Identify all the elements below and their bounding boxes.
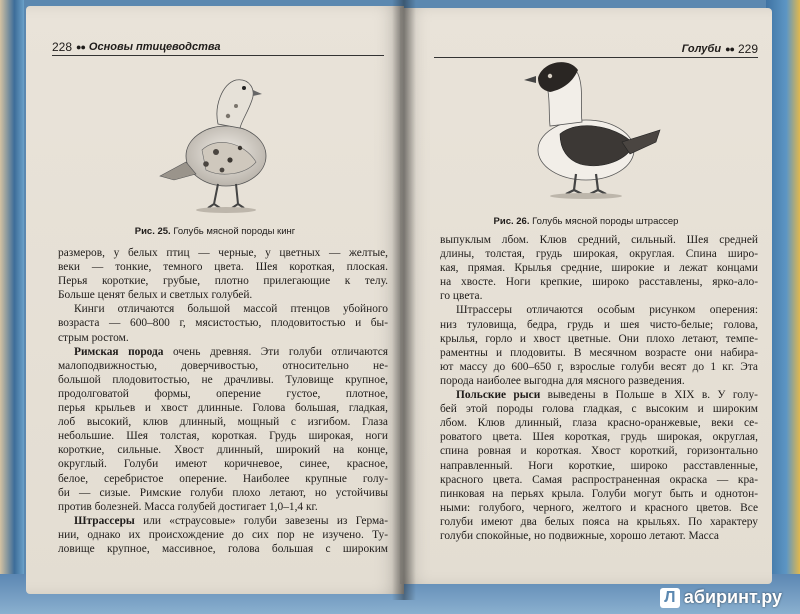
labirint-watermark (660, 587, 782, 608)
line-text: Перья короткие, грубые, плотно прилегающие к телу. (58, 275, 388, 288)
line-text: голуби имеют два белых пояса на крыльях. По характеру (440, 515, 758, 528)
text-line (58, 387, 388, 401)
figure-caption-text: Голубь мясной породы кинг (173, 226, 296, 237)
text-line (58, 401, 388, 415)
line-text: кая, прямая. Крылья средние, широкие и лежат концами (440, 262, 758, 275)
header-dots: ●● (76, 42, 85, 52)
figure-label: Рис. 26. (493, 216, 530, 227)
line-text: выпуклым лбом. Клюв средний, сильный. Шея средней (440, 234, 758, 246)
text-line (440, 459, 758, 473)
text-line (440, 332, 758, 346)
text-line (58, 274, 388, 288)
text-line (440, 289, 758, 303)
line-text: перья крыльев и хвост длинные. Голова большая, гладкая, (58, 402, 388, 415)
line-text: возраста — 600–800 г, мясистостью, плодовитостью и бы- (58, 317, 388, 330)
text-line (58, 246, 388, 260)
line-text: лоб высокий, клюв длинный, мощный с изгибом. Глаза (58, 416, 388, 429)
line-text: Больше ценят белых и светлых голубей. (58, 289, 253, 302)
watermark-badge: Л (660, 588, 680, 608)
line-text: спина ровная и короткая. Хвост короткий, горизонтально (440, 445, 758, 458)
line-text: ют массу до 600–650 г, взрослые голуби весят до 1 кг. Эта (440, 360, 758, 373)
right-body-text (440, 233, 758, 543)
line-text: бей этой породы голова гладкая, с высоким и широким (440, 403, 758, 416)
right-page-header (434, 42, 758, 56)
text-line (58, 373, 388, 387)
running-title: Голуби (681, 43, 722, 55)
text-line (440, 402, 758, 416)
line-text: очень древняя. Эти голуби отличаются (163, 345, 388, 358)
line-text: Кинги отличаются большой массой птенцов убойного (74, 303, 388, 316)
text-line (58, 331, 388, 345)
line-text: направленный. Ноги короткие, широко расставленные, (440, 459, 758, 472)
page-number: 228 (52, 40, 73, 54)
line-text: на хвосте. Ноги крепкие, широко расставлены, ярко-ало- (440, 276, 758, 289)
line-text: или «страусовые» голуби завезены из Герма- (134, 514, 388, 527)
breed-name: Штрассеры (74, 514, 135, 527)
text-line (58, 486, 388, 500)
line-text: раментны и плодовиты. В месячном возрасте они набира- (440, 346, 758, 359)
line-text: го цвета. (440, 290, 483, 303)
line-text: стрым ростом. (58, 331, 129, 344)
line-text: красного цвета. Самая распространенная окраска — кра- (440, 473, 758, 486)
text-line (58, 260, 388, 274)
text-line (440, 444, 758, 458)
figure-caption-text: Голубь мясной породы штрассер (532, 216, 679, 227)
figure-label: Рис. 25. (134, 226, 171, 237)
text-line (58, 345, 388, 359)
line-text: голуби спокойные, но подвижные, хорошо летают. Масса (440, 529, 719, 542)
line-text: длины, толстая, грудь широкая, округлая. Спина широ- (440, 248, 758, 261)
text-line (440, 346, 758, 360)
header-dots: ●● (725, 44, 734, 54)
right-page (400, 8, 772, 584)
text-line (58, 415, 388, 429)
breed-name: Римская порода (74, 345, 164, 358)
text-line (58, 288, 388, 302)
line-text: роватого цвета. Шея короткая, грудь широкая, округлая, (440, 431, 758, 444)
text-line (440, 416, 758, 430)
book-cover-left-edge (0, 0, 24, 614)
text-line (440, 501, 758, 515)
text-line (440, 515, 758, 529)
breed-name: Польские рыси (456, 389, 541, 402)
line-text: ловище крупное, массивное, голова большая с широким (58, 542, 388, 555)
text-line (440, 374, 758, 388)
text-line (58, 514, 388, 528)
text-line (58, 429, 388, 443)
running-title: Основы птицеводства (88, 41, 221, 53)
line-text: продолговатой формы, оперение густое, плотное, (58, 387, 388, 400)
text-line (440, 261, 758, 275)
header-rule (52, 55, 384, 56)
line-text: выведены в Польше в XIX в. У голу- (540, 389, 758, 402)
line-text: против болезней. Масса голубей достигает 1,0–1,4 кг. (58, 500, 318, 513)
text-line (440, 233, 758, 247)
text-line (440, 303, 758, 317)
page-number: 229 (737, 42, 758, 56)
line-text: короткие, сильные. Хвост длинный, широкий на конце, (58, 444, 388, 457)
text-line (440, 487, 758, 501)
text-line (440, 318, 758, 332)
text-line (58, 528, 388, 542)
figure-caption (400, 216, 772, 227)
text-line (58, 457, 388, 471)
text-line (58, 542, 388, 556)
line-text: крылья, горло и хвост цветные. Они плохо летают, темпе- (440, 332, 758, 345)
line-text: ными: голубого, черного, желтого и красного цветов. Все (440, 501, 758, 514)
text-line (58, 500, 388, 514)
watermark-text: абиринт.ру (683, 587, 782, 607)
line-text: порода наиболее выгодна для мясного разведения. (440, 374, 685, 387)
text-line (440, 360, 758, 374)
line-text: малоподвижностью, доверчивостью, относительно не- (58, 359, 388, 372)
king-pigeon-illustration (156, 66, 286, 218)
line-text: Штрассеры отличаются особым рисунком оперения: (456, 304, 758, 317)
left-page-header (52, 40, 384, 54)
line-text: небольшие. Шея толстая, короткая. Грудь широкая, ноги (58, 430, 388, 443)
text-line (58, 359, 388, 373)
line-text: размеров, у белых птиц — черные, у цветных — желтые, (58, 247, 388, 259)
line-text: округлый. Голуби имеют коричневое, синее, красное, (58, 458, 388, 471)
line-text: большой плодовитостью, не драчливы. Туловище крупное, (58, 373, 388, 386)
text-line (440, 529, 758, 543)
line-text: белое, серебристое оперение. Наиболее крупные голу- (58, 472, 388, 485)
line-text: лбом. Клюв длинный, глаза красно-оранжевые, веки се- (440, 417, 758, 430)
left-body-text (58, 246, 388, 556)
text-line (440, 247, 758, 261)
line-text: би — сизые. Римские голуби плохо летают, но устойчивы (58, 486, 388, 499)
figure-caption (26, 226, 404, 237)
text-line (440, 275, 758, 289)
line-text: низ туловища, бедра, грудь и шея чисто-белые; голова, (440, 318, 758, 331)
strasser-pigeon-illustration (510, 56, 670, 204)
text-line (440, 388, 758, 402)
left-page (26, 6, 404, 594)
line-text: нии, однако их происхождение до сих пор не изучено. Ту- (58, 528, 388, 541)
text-line (58, 316, 388, 330)
text-line (58, 443, 388, 457)
text-line (58, 472, 388, 486)
text-line (440, 430, 758, 444)
text-line (440, 473, 758, 487)
line-text: пинковая на перьях крыла. Голуби могут быть и однотон- (440, 487, 758, 500)
line-text: веки — тонкие, темного цвета. Шея короткая, плоская. (58, 261, 388, 274)
text-line (58, 302, 388, 316)
